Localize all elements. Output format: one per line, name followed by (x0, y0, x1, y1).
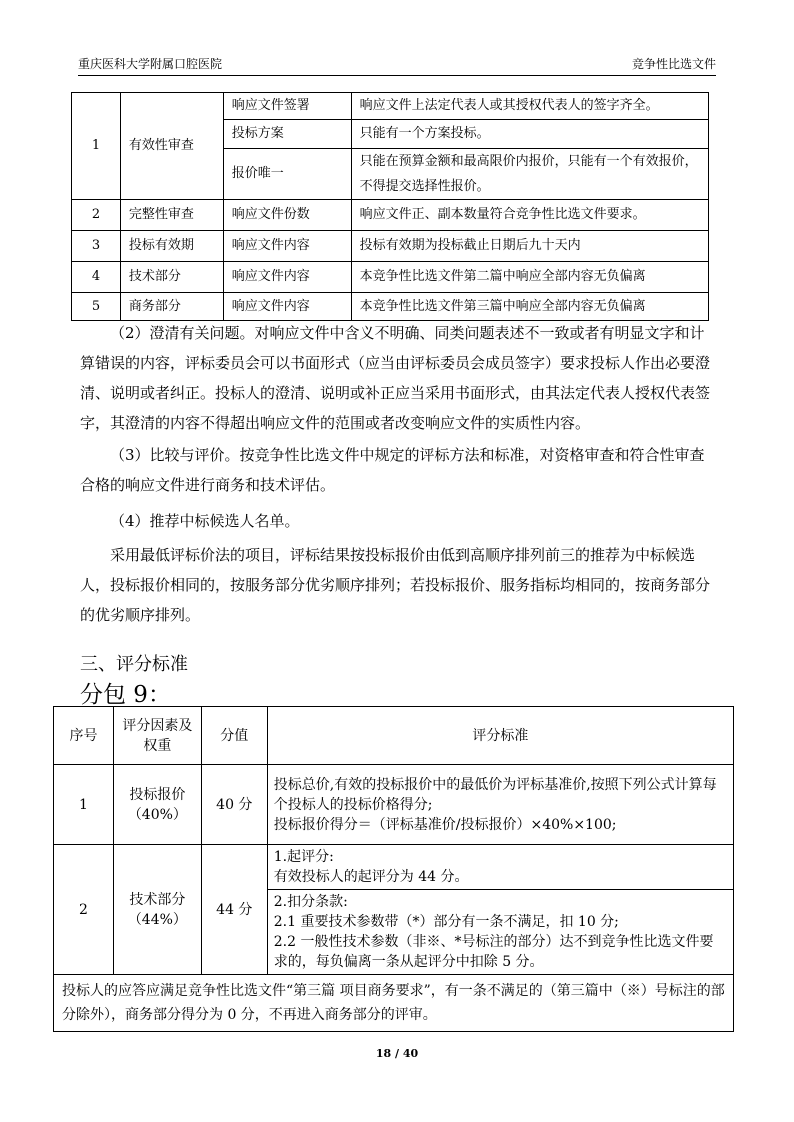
header-score: 分值 (201, 707, 267, 765)
row-number: 2 (54, 845, 114, 975)
table-row (72, 200, 709, 231)
factor-name: 技术部分 (129, 891, 186, 908)
page-header (78, 55, 716, 76)
header-hospital-name: 重庆医科大学附属口腔医院 (78, 57, 223, 71)
row-number: 2 (72, 200, 121, 231)
score-factor (113, 765, 201, 845)
review-item: 响应文件份数 (223, 200, 351, 231)
table-row (54, 845, 734, 975)
paragraph-recommendation: （4）推荐中标候选人名单。 (110, 512, 300, 530)
score-standard (267, 845, 733, 975)
score-value: 40 分 (201, 765, 267, 845)
scoring-table (53, 706, 734, 1032)
review-item: 响应文件签署 (223, 93, 351, 120)
standard-line: 1.起评分: (273, 849, 334, 865)
score-value: 44 分 (201, 845, 267, 975)
header-factor: 评分因素及权重 (113, 707, 201, 765)
row-number: 3 (72, 231, 121, 262)
table-row (54, 975, 734, 1032)
review-item: 投标方案 (223, 120, 351, 149)
standard-line: 2.1 重要技术参数带（*）部分有一条不满足，扣 10 分; (273, 914, 619, 930)
paragraph-lowest-price-method: 采用最低评标价法的项目，评标结果按投标报价由低到高顺序排列前三的推荐为中标候选人，投标报价相同的，按服务部分优劣顺序排列；若投标报价、服务指标均相同的，按商务部分的优劣顺序排列。 (80, 546, 711, 624)
table-row (72, 262, 709, 293)
table-header-row (54, 707, 734, 765)
paragraph-comparison: （3）比较与评价。按竞争性比选文件中规定的评标方法和标准，对资格审查和符合性审查合格的响应文件进行商务和技术评估。 (80, 446, 705, 494)
header-document-type: 竞争性比选文件 (631, 57, 716, 71)
factor-weight: （44%） (127, 911, 187, 928)
review-table (71, 92, 709, 321)
score-standard (267, 765, 733, 845)
review-item: 响应文件内容 (223, 262, 351, 293)
paragraph-clarification: （2）澄清有关问题。对响应文件中含义不明确、同类问题表述不一致或者有明显文字和计算错误的内容，评标委员会可以书面形式（应当由评标委员会成员签字）要求投标人作出必要澄清、说明或者纠正。投标人的澄清、说明或补正应当采用书面形式，由其法定代表人授权代表签字，其澄清的内容不得超出响应文件的范围或者改变响应文件的实质性内容。 (80, 324, 711, 432)
review-item: 报价唯一 (223, 149, 351, 200)
review-standard: 响应文件上法定代表人或其授权代表人的签字齐全。 (351, 93, 708, 120)
package-title: 分包 9： (80, 682, 171, 708)
row-number: 4 (72, 262, 121, 293)
review-category: 投标有效期 (120, 231, 223, 262)
factor-weight: （40%） (127, 806, 187, 823)
review-standard: 响应文件正、副本数量符合竞争性比选文件要求。 (351, 200, 708, 231)
header-standard: 评分标准 (267, 707, 733, 765)
row-number: 1 (54, 765, 114, 845)
review-item: 响应文件内容 (223, 293, 351, 321)
row-number: 5 (72, 293, 121, 321)
row-number: 1 (72, 93, 121, 200)
standard-line: 2.扣分条款: (273, 894, 348, 910)
review-standard: 只能在预算金额和最高限价内报价，只能有一个有效报价，不得提交选择性报价。 (351, 149, 708, 200)
page-number: 18 / 40 (375, 1047, 419, 1060)
table-row (54, 765, 734, 845)
section-title: 三、评分标准 (80, 654, 188, 675)
review-standard: 本竞争性比选文件第二篇中响应全部内容无负偏离 (351, 262, 708, 293)
table-row (72, 231, 709, 262)
review-standard: 本竞争性比选文件第三篇中响应全部内容无负偏离 (351, 293, 708, 321)
header-no: 序号 (54, 707, 114, 765)
standard-line: 投标报价得分＝（评标基准价/投标报价）×40%×100; (273, 816, 617, 833)
review-item: 响应文件内容 (223, 231, 351, 262)
factor-name: 投标报价 (129, 786, 186, 803)
deduction-block (268, 889, 733, 974)
table-row (72, 93, 709, 120)
table-row (72, 293, 709, 321)
review-category: 商务部分 (120, 293, 223, 321)
standard-line: 2.2 一般性技术参数（非※、*号标注的部分）达不到竞争性比选文件要求的，每负偏离一条从起评分中扣除 5 分。 (273, 934, 714, 970)
review-category: 技术部分 (120, 262, 223, 293)
review-category: 完整性审查 (120, 200, 223, 231)
standard-line: 投标总价,有效的投标报价中的最低价为评标基准价,按照下列公式计算每个投标人的投标价格得分; (273, 776, 717, 813)
score-factor (113, 845, 201, 975)
standard-line: 有效投标人的起评分为 44 分。 (273, 869, 469, 885)
review-standard: 投标有效期为投标截止日期后九十天内 (351, 231, 708, 262)
review-category: 有效性审查 (120, 93, 223, 200)
business-requirement-note: 投标人的应答应满足竞争性比选文件“第三篇 项目商务要求”，有一条不满足的（第三篇中（※）号标注的部分除外），商务部分得分为 0 分，不再进入商务部分的评审。 (54, 975, 734, 1032)
start-score-block (268, 845, 733, 889)
review-standard: 只能有一个方案投标。 (351, 120, 708, 149)
